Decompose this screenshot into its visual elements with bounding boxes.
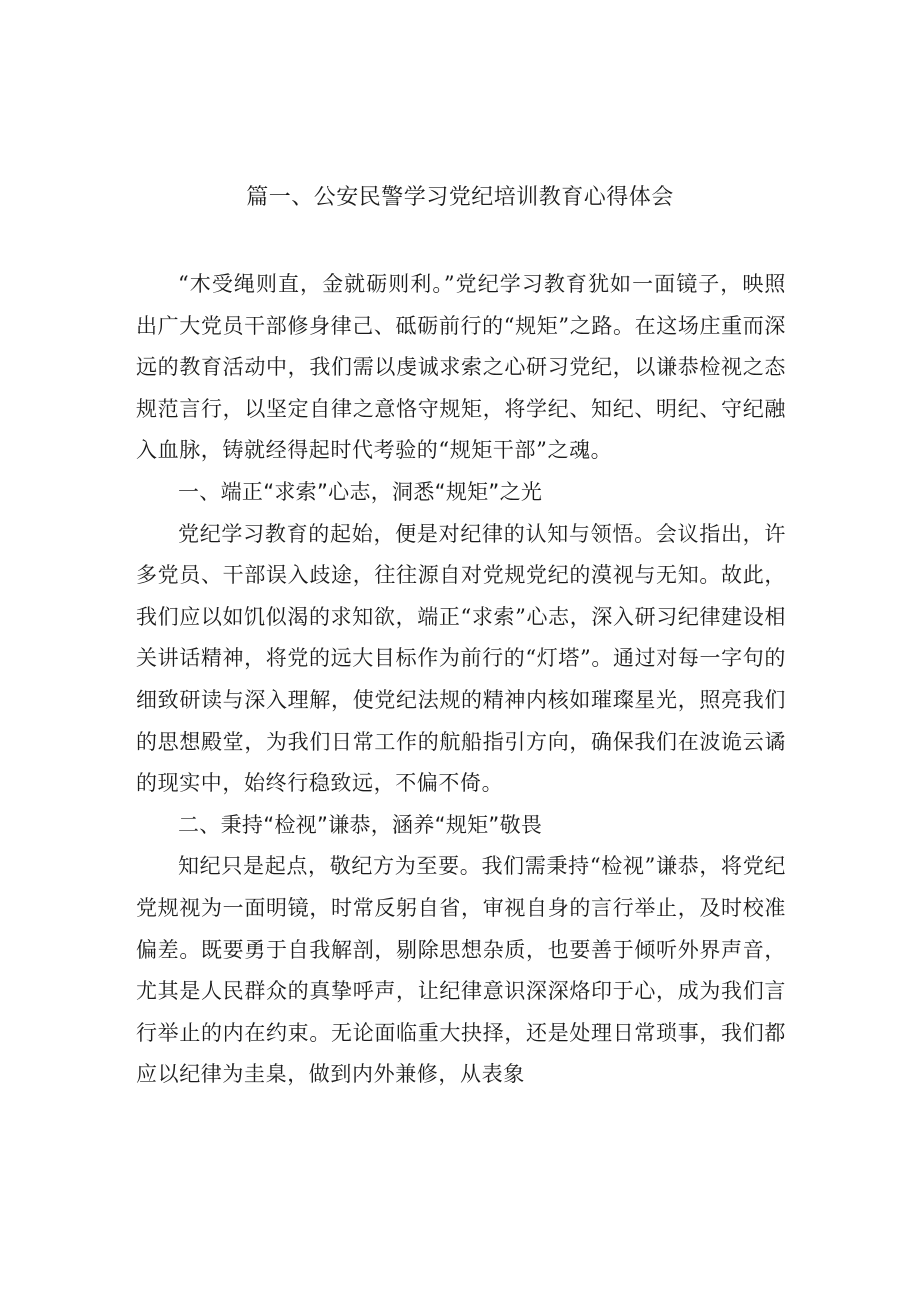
document-title: 篇一、公安民警学习党纪培训教育心得体会 <box>246 185 674 210</box>
intro-paragraph: “木受绳则直，金就砺则利。”党纪学习教育犹如一面镜子，映照出广大党员干部修身律己、砥砺前行的“规矩”之路。在这场庄重而深远的教育活动中，我们需以虔诚求索之心研习党纪，以谦恭检视之态规范言行，以坚定自律之意恪守规矩，将学纪、知纪、明纪、守纪融入血脉，铸就经得起时代考验的“规矩干部”之魂。 <box>136 272 786 463</box>
section-heading-1: 一、端正“求索”心志，洞悉“规矩”之光 <box>178 479 543 504</box>
document-body <box>136 264 786 1096</box>
section-2-paragraph: 知纪只是起点，敬纪方为至要。我们需秉持“检视”谦恭，将党纪党规视为一面明镜，时常反躬自省，审视自身的言行举止，及时校准偏差。既要勇于自我解剖，剔除思想杂质，也要善于倾听外界声音，尤其是人民群众的真挚呼声，让纪律意识深深烙印于心，成为我们言行举止的内在约束。无论面临重大抉择，还是处理日常琐事，我们都应以纪律为圭臬，做到内外兼修，从表象 <box>136 854 786 1087</box>
section-heading-2: 二、秉持“检视”谦恭，涵养“规矩”敬畏 <box>178 812 543 837</box>
section-1-paragraph: 党纪学习教育的起始，便是对纪律的认知与领悟。会议指出，许多党员、干部误入歧途，往往源自对党规党纪的漠视与无知。故此，我们应以如饥似渴的求知欲，端正“求索”心志，深入研习纪律建设相关讲话精神，将党的远大目标作为前行的“灯塔”。通过对每一字句的细致研读与深入理解，使党纪法规的精神内核如璀璨星光，照亮我们的思想殿堂，为我们日常工作的航船指引方向，确保我们在波诡云谲的现实中，始终行稳致远，不偏不倚。 <box>136 521 786 796</box>
